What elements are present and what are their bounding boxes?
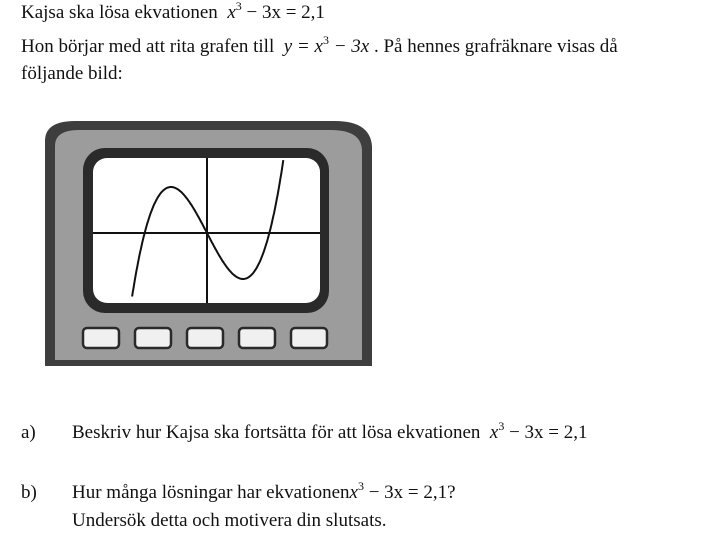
graphing-calculator	[35, 116, 380, 371]
question-a: Beskriv hur Kajsa ska fortsätta för att lösa ekvationen $x^3 - 3x = 2,1$	[72, 419, 588, 443]
intro-line-2	[21, 33, 618, 59]
calculator-key	[135, 328, 171, 348]
calculator-key	[187, 328, 223, 348]
question-b: Hur många lösningar har ekvationenx$^3$ − 3x = 2,1?	[72, 479, 456, 503]
equation: $x^3 - 3x = 2,1$	[489, 419, 588, 443]
function-expression: $y = x^3 - 3x$	[283, 33, 370, 57]
calculator-buttons	[83, 328, 327, 348]
question-a-letter: a)	[21, 422, 36, 443]
intro-text: Kajsa ska lösa ekvationen	[21, 2, 218, 23]
calculator-key	[291, 328, 327, 348]
equation: $x^3 - 3x = 2,1$	[349, 479, 448, 503]
intro-line-3: följande bild:	[21, 63, 123, 84]
calculator-key	[239, 328, 275, 348]
equation: $x^3 - 3x = 2,1$	[227, 0, 325, 23]
intro-text: Hon börjar med att rita grafen till	[21, 36, 275, 57]
question-b-letter: b)	[21, 482, 37, 503]
question-b-extra: Undersök detta och motivera din slutsats.	[72, 510, 387, 531]
intro-text: . På hennes grafräknare visas då	[373, 36, 618, 57]
calculator-key	[83, 328, 119, 348]
intro-line-1	[21, 2, 325, 25]
